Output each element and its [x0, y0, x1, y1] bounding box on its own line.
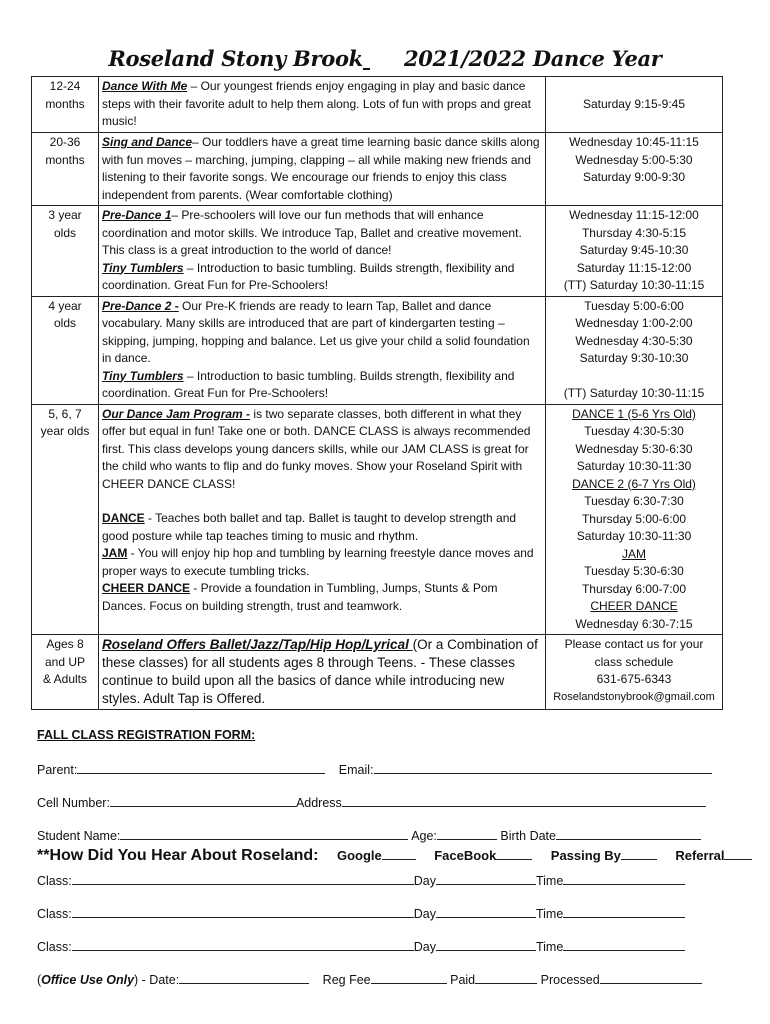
- table-row: [32, 635, 723, 710]
- class-time: Saturday 10:30-11:30: [576, 529, 692, 543]
- time-label: Time: [535, 907, 564, 921]
- paid-label: Paid: [450, 973, 476, 987]
- table-row: [32, 206, 723, 297]
- table-row: [32, 296, 723, 404]
- sub-class-description: - You will enjoy hip hop and tumbling by learning freestyle dance moves and proper ways to execute tumbling tricks.: [102, 546, 534, 578]
- parent-label: Parent:: [37, 763, 78, 777]
- contact-line: class schedule: [594, 654, 674, 669]
- class-time: Tuesday 6:30-7:30: [584, 494, 684, 508]
- times-cell: [546, 404, 723, 635]
- age-cell: 3 year olds: [32, 206, 99, 297]
- class-description: (Or a Combination of these classes) for all students ages 8 through Teens. - These classes continue to build upon all the basics of dance while introducing new styles. Adult Tap is Offered.: [102, 637, 538, 706]
- class-name: Roseland Offers Ballet/Jazz/Tap/Hip Hop/Lyrical: [102, 637, 413, 652]
- form-row-parent: [37, 761, 737, 777]
- age-label: Age:: [411, 829, 437, 843]
- form-row-office: (Office Use Only) - Date: Reg Fee Paid Processed: [37, 971, 737, 987]
- class-field[interactable]: [72, 872, 414, 885]
- class-time: (TT) Saturday 10:30-11:15: [563, 385, 705, 400]
- class-description: – Pre-schoolers will love our fun methods that will enhance coordination and motor skills. We introduce Tap, Ballet and creative movement. This class is a great introduction to the world of dance!: [102, 208, 522, 257]
- title-year: 2021/2022 Dance Year: [403, 46, 662, 71]
- table-row: [32, 404, 723, 635]
- class-name: Our Dance Jam Program -: [102, 406, 251, 421]
- sub-class-name: CHEER DANCE: [102, 581, 191, 595]
- day-label: Day: [413, 940, 436, 954]
- class-description: Our Pre-K friends are ready to learn Tap, Ballet and dance vocabulary. Many skills are introduced that are part of kindergarten testing – skipping, jumping, hopping and balance. Let us give your child a solid foundation in dance.: [102, 298, 530, 365]
- description-cell: [99, 77, 546, 133]
- contact-phone: 631-675-6343: [596, 672, 672, 686]
- times-cell: [546, 133, 723, 206]
- contact-email: Roselandstonybrook@gmail.com: [553, 690, 715, 703]
- class-time: Wednesday 6:30-7:15: [575, 616, 693, 631]
- sub-class-name: DANCE: [102, 511, 145, 525]
- class-time: Wednesday 5:00-5:30: [575, 152, 693, 167]
- times-cell: [546, 77, 723, 133]
- class-field[interactable]: [72, 905, 414, 918]
- document-title: [0, 46, 770, 71]
- sub-class-name: JAM: [102, 546, 128, 560]
- day-label: Day: [413, 907, 436, 921]
- class-time: Saturday 9:15-9:45: [582, 96, 686, 111]
- class-time: Wednesday 1:00-2:00: [575, 316, 693, 330]
- class-time: Wednesday 10:45-11:15: [569, 135, 699, 149]
- time-group-heading: CHEER DANCE: [590, 599, 678, 613]
- form-row-student: [37, 827, 737, 843]
- form-row-referral: [37, 847, 737, 865]
- class-time: Wednesday 5:30-6:30: [575, 441, 693, 456]
- class-name: Sing and Dance: [102, 135, 193, 149]
- class-time: Saturday 11:15-12:00: [576, 260, 692, 275]
- class-label: Class:: [37, 940, 72, 954]
- day-label: Day: [413, 874, 436, 888]
- class-schedule-table: [31, 76, 723, 710]
- time-group-heading: DANCE 1 (5-6 Yrs Old): [572, 406, 696, 421]
- time-group-heading: JAM: [622, 546, 646, 561]
- times-cell: [546, 296, 723, 404]
- class-time: Saturday 9:00-9:30: [582, 170, 686, 184]
- class-name: Pre-Dance 1: [102, 208, 172, 222]
- age-cell: 5, 6, 7 year olds: [32, 404, 99, 635]
- reg-fee-field[interactable]: [371, 971, 447, 984]
- class-time: Saturday 10:30-11:30: [576, 459, 692, 473]
- time-field[interactable]: [563, 872, 685, 885]
- age-cell: 4 year olds: [32, 296, 99, 404]
- times-cell: [546, 206, 723, 297]
- class-description: – Introduction to basic tumbling. Builds strength, flexibility and coordination. Great Fun for Pre-Schoolers!: [102, 260, 515, 292]
- time-label: Time: [535, 874, 564, 888]
- class-description: – Our youngest friends enjoy engaging in play and basic dance steps with their favorite adult to help them along. Lots of fun with props and great music!: [102, 79, 531, 128]
- class-field[interactable]: [72, 938, 414, 951]
- class-time: (TT) Saturday 10:30-11:15: [563, 278, 705, 292]
- cell-number-label: Cell Number:: [37, 796, 110, 810]
- class-time: Thursday 4:30-5:15: [581, 225, 687, 240]
- day-field[interactable]: [436, 872, 536, 885]
- contact-line: Please contact us for your: [564, 637, 704, 651]
- age-cell: Ages 8 and UP & Adults: [32, 635, 99, 710]
- time-group-heading: DANCE 2 (6-7 Yrs Old): [572, 476, 696, 491]
- class-time: Saturday 9:45-10:30: [579, 243, 689, 257]
- description-cell: [99, 635, 546, 710]
- table-row: [32, 77, 723, 133]
- age-cell: 12-24 months: [32, 77, 99, 133]
- option-referral[interactable]: Referral: [675, 848, 752, 863]
- class-time: Tuesday 4:30-5:30: [584, 424, 684, 438]
- class-description: – Introduction to basic tumbling. Builds strength, flexibility and coordination. Great Fun for Pre-Schoolers!: [102, 368, 515, 400]
- paid-field[interactable]: [475, 971, 537, 984]
- class-time: Saturday 9:30-10:30: [579, 351, 689, 365]
- table-row: [32, 133, 723, 206]
- class-name: Pre-Dance 2 -: [102, 298, 179, 313]
- class-time: Tuesday 5:00-6:00: [584, 298, 684, 313]
- form-row-cell: [37, 794, 737, 810]
- class-description: is two separate classes, both different in what they offer but equal in fun! Take one or both. DANCE CLASS is always recommended first. This class develops young dancers skills, while our JAM CLASS is great for the child who wants to flip and do funky moves. Show your Roseland Spirit with CHEER DANCE CLASS!: [102, 406, 531, 491]
- birth-date-label: Birth Date: [500, 829, 556, 843]
- email-label: Email:: [338, 763, 374, 777]
- sub-class-description: - Provide a foundation in Tumbling, Jumps, Stunts & Pom Dances. Focus on building strength, trust and teamwork.: [102, 581, 498, 613]
- processed-label: Processed: [540, 973, 600, 987]
- class-description: – Our toddlers have a great time learning basic dance skills along with fun moves – marching, jumping, clapping – all while making new friends and listening to their favorite songs. We encourage our friends to enjoy this class independent from parents. (Wear comfortable clothing): [102, 135, 540, 202]
- referral-question: **How Did You Hear About Roseland:: [37, 847, 319, 864]
- reg-fee-label: Reg Fee: [322, 973, 371, 987]
- time-field[interactable]: [563, 905, 685, 918]
- class-name: Tiny Tumblers: [102, 260, 184, 275]
- day-field[interactable]: [436, 938, 536, 951]
- class-time: Thursday 5:00-6:00: [581, 511, 687, 526]
- option-google[interactable]: Google: [337, 848, 416, 863]
- birth-date-field[interactable]: [556, 827, 701, 840]
- address-label: Address: [295, 796, 342, 810]
- description-cell: [99, 133, 546, 206]
- class-label: Class:: [37, 874, 72, 888]
- class-name: Tiny Tumblers: [102, 368, 184, 383]
- class-label: Class:: [37, 907, 72, 921]
- description-cell: [99, 296, 546, 404]
- parent-field[interactable]: [77, 761, 325, 774]
- class-time: Tuesday 5:30-6:30: [584, 564, 684, 578]
- email-field[interactable]: [374, 761, 712, 774]
- option-facebook[interactable]: FaceBook: [434, 848, 532, 863]
- form-row-class: [37, 872, 737, 888]
- office-date-field[interactable]: [179, 971, 309, 984]
- cell-number-field[interactable]: [110, 794, 296, 807]
- title-school: Roseland Stony Brook: [108, 46, 363, 71]
- student-name-field[interactable]: [120, 827, 408, 840]
- day-field[interactable]: [436, 905, 536, 918]
- sub-class-description: - Teaches both ballet and tap. Ballet is taught to develop strength and good posture while tap teaches timing to music and rhythm.: [102, 511, 517, 543]
- age-field[interactable]: [437, 827, 497, 840]
- age-cell: 20-36 months: [32, 133, 99, 206]
- class-name: Dance With Me: [102, 79, 188, 93]
- class-time: Wednesday 11:15-12:00: [569, 208, 699, 222]
- class-time: Thursday 6:00-7:00: [581, 581, 687, 596]
- time-label: Time: [535, 940, 564, 954]
- description-cell: [99, 404, 546, 635]
- office-use-label: Office Use Only: [41, 973, 135, 987]
- registration-form-title: FALL CLASS REGISTRATION FORM:: [37, 728, 256, 742]
- time-field[interactable]: [563, 938, 685, 951]
- times-cell: [546, 635, 723, 710]
- option-passing-by[interactable]: Passing By: [551, 848, 657, 863]
- description-cell: [99, 206, 546, 297]
- form-row-class: [37, 905, 737, 921]
- processed-field[interactable]: [600, 971, 702, 984]
- address-field[interactable]: [342, 794, 706, 807]
- student-name-label: Student Name:: [37, 829, 121, 843]
- form-row-class: [37, 938, 737, 954]
- class-time: Wednesday 4:30-5:30: [575, 333, 693, 348]
